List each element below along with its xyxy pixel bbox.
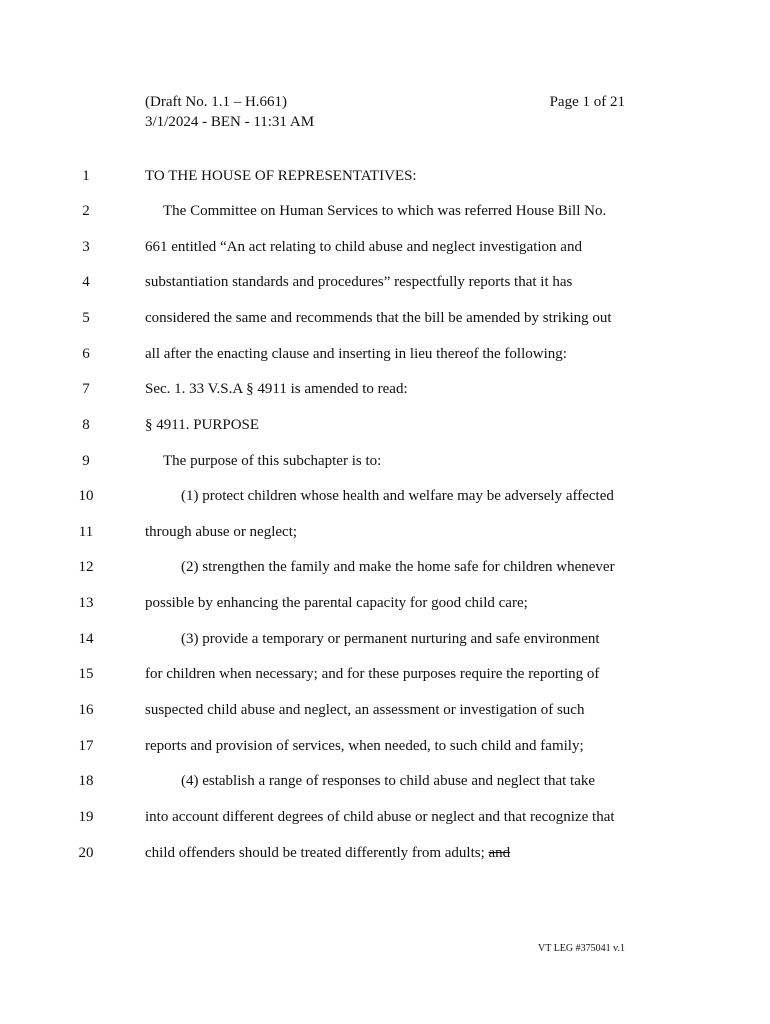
document-line [0, 486, 770, 510]
line-text: Sec. 1. 33 V.S.A § 4911 is amended to read: [145, 381, 408, 397]
document-line [0, 593, 770, 617]
line-text: (3) provide a temporary or permanent nurturing and safe environment [181, 631, 600, 647]
document-line [0, 664, 770, 688]
line-number: 9 [82, 453, 90, 469]
line-number: 10 [78, 488, 94, 504]
line-text: all after the enacting clause and inserting in lieu thereof the following: [145, 346, 567, 362]
line-text: 661 entitled “An act relating to child abuse and neglect investigation and [145, 239, 582, 255]
document-line [0, 557, 770, 581]
document-line [0, 843, 770, 867]
line-text: The purpose of this subchapter is to: [163, 453, 382, 469]
document-line [0, 272, 770, 296]
document-line [0, 379, 770, 403]
line-number: 12 [78, 559, 94, 575]
document-line [0, 736, 770, 760]
line-text: substantiation standards and procedures” respectfully reports that it has [145, 274, 573, 290]
draft-number: (Draft No. 1.1 – H.661) [145, 94, 288, 110]
line-number: 11 [78, 524, 94, 540]
line-number: 2 [82, 203, 90, 219]
line-number: 6 [82, 346, 90, 362]
line-number: 15 [78, 666, 94, 682]
line-number: 3 [82, 239, 90, 255]
line-text-kept: child offenders should be treated differently from adults; [145, 845, 485, 861]
line-number: 4 [82, 274, 90, 290]
document-line [0, 237, 770, 261]
document-line [0, 807, 770, 831]
document-line [0, 415, 770, 439]
line-text: (1) protect children whose health and welfare may be adversely affected [181, 488, 614, 504]
document-line [0, 201, 770, 225]
line-number: 1 [82, 168, 90, 184]
line-number: 14 [78, 631, 94, 647]
line-text: The Committee on Human Services to which was referred House Bill No. [163, 203, 607, 219]
line-text [145, 843, 510, 863]
line-text: into account different degrees of child abuse or neglect and that recognize that [145, 809, 615, 825]
line-text: (2) strengthen the family and make the home safe for children whenever [181, 559, 615, 575]
line-text: for children when necessary; and for these purposes require the reporting of [145, 666, 600, 682]
line-number: 19 [78, 809, 94, 825]
line-number: 17 [78, 738, 94, 754]
document-line [0, 344, 770, 368]
document-line [0, 308, 770, 332]
line-text: considered the same and recommends that the bill be amended by striking out [145, 310, 612, 326]
draft-date: 3/1/2024 - BEN - 11:31 AM [145, 114, 315, 130]
struck-text: and [488, 845, 511, 861]
document-id-footer: VT LEG #375041 v.1 [538, 943, 625, 954]
line-text: TO THE HOUSE OF REPRESENTATIVES: [145, 168, 417, 184]
line-text: possible by enhancing the parental capacity for good child care; [145, 595, 528, 611]
document-line [0, 451, 770, 475]
line-text: suspected child abuse and neglect, an assessment or investigation of such [145, 702, 585, 718]
line-number: 18 [78, 773, 94, 789]
document-line [0, 166, 770, 190]
line-text: through abuse or neglect; [145, 524, 298, 540]
page-number: Page 1 of 21 [549, 94, 625, 110]
line-number: 16 [78, 702, 94, 718]
line-number: 20 [78, 845, 94, 861]
document-line [0, 771, 770, 795]
line-number: 8 [82, 417, 90, 433]
line-number: 5 [82, 310, 90, 326]
document-line [0, 522, 770, 546]
line-number: 7 [82, 381, 90, 397]
document-line [0, 629, 770, 653]
line-text: (4) establish a range of responses to child abuse and neglect that take [181, 773, 596, 789]
line-text: § 4911. PURPOSE [145, 417, 260, 433]
line-text: reports and provision of services, when needed, to such child and family; [145, 738, 584, 754]
document-line [0, 700, 770, 724]
line-number: 13 [78, 595, 94, 611]
